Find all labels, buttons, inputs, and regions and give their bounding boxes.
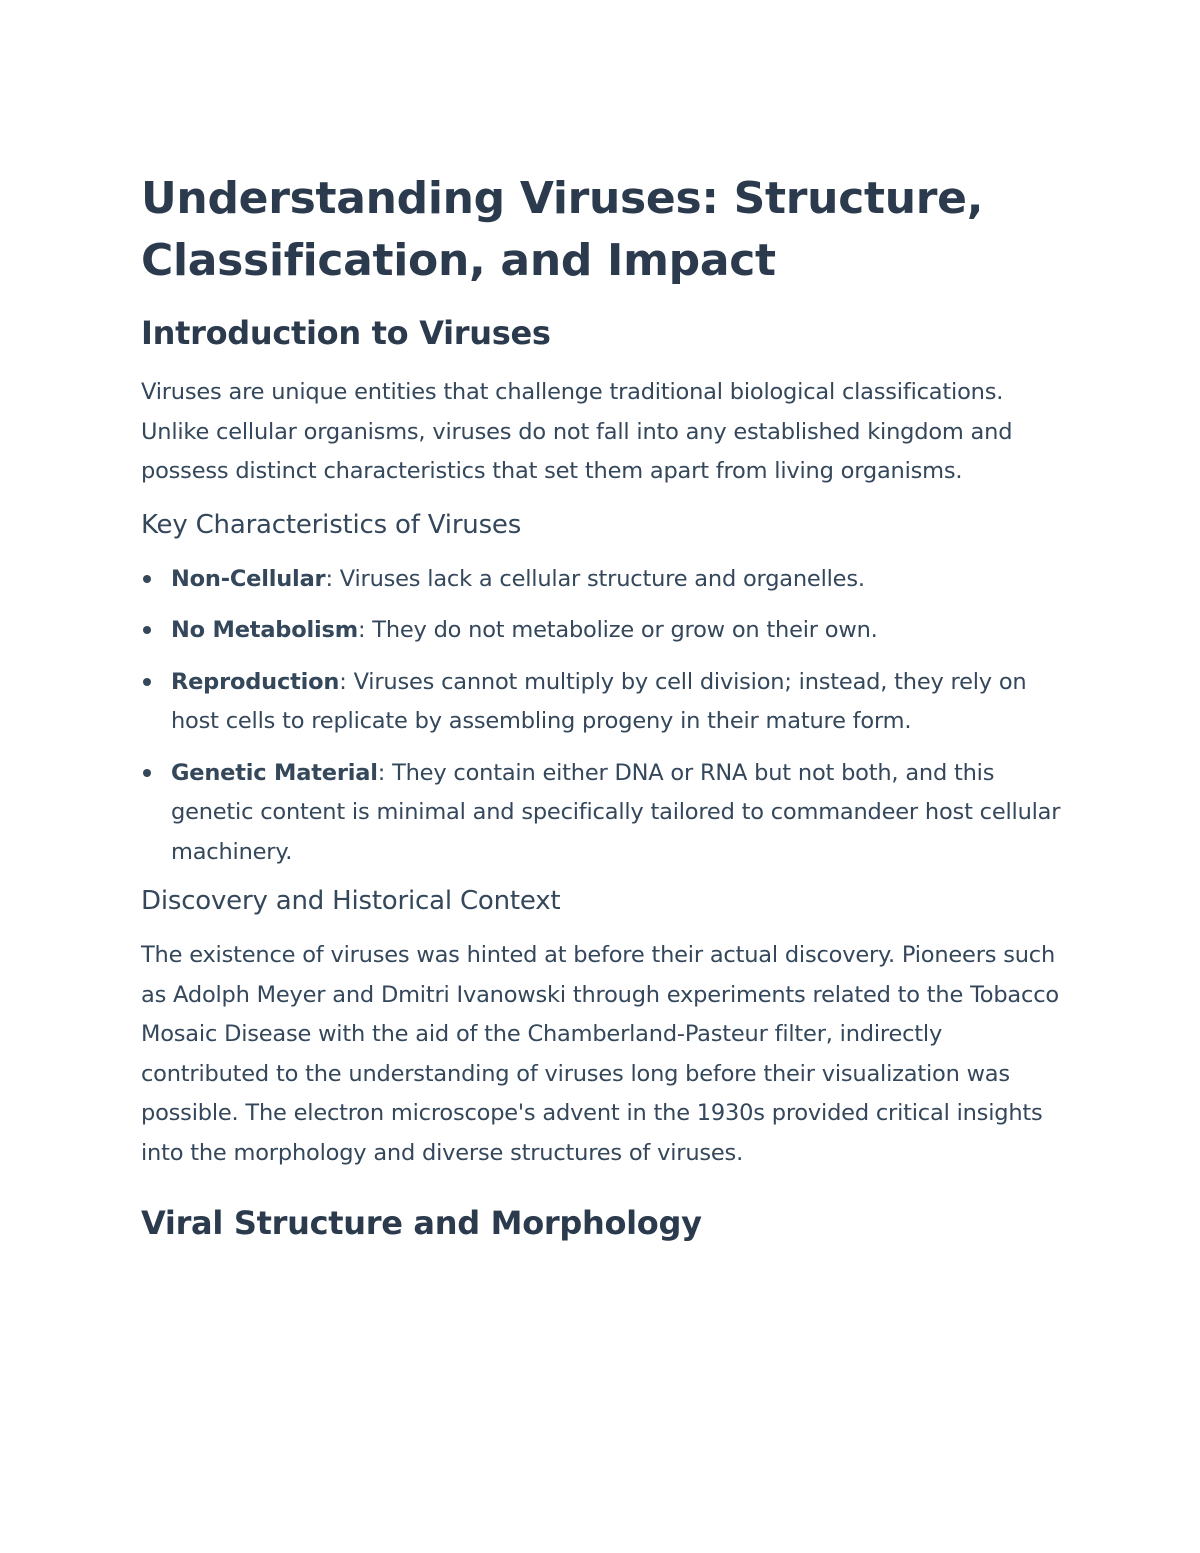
list-item-term: Genetic Material: [171, 759, 378, 786]
bullet-icon: [143, 575, 151, 583]
document-page: [141, 168, 1066, 1243]
list-item-text: : They do not metabolize or grow on their own.: [357, 617, 878, 643]
list-item-text: : Viruses cannot multiply by cell division; instead, they rely on host cells to replicate by assembling progeny in their mature form.: [171, 668, 1027, 734]
key-characteristics-list: [141, 560, 1066, 873]
list-item-term: Reproduction: [171, 668, 340, 695]
list-item: [141, 560, 1066, 600]
section-heading-viral-structure: Viral Structure and Morphology: [141, 1204, 702, 1242]
list-item: [141, 663, 1066, 742]
document-title: Understanding Viruses: Structure, Classification, and Impact: [141, 173, 984, 286]
section-heading-introduction: Introduction to Viruses: [141, 314, 551, 352]
list-item: [141, 754, 1066, 873]
bullet-icon: [143, 769, 151, 777]
subsection-heading-key-characteristics: Key Characteristics of Viruses: [141, 509, 522, 540]
list-item-term: Non-Cellular: [171, 565, 326, 592]
list-item: [141, 611, 1066, 651]
list-item-text: : They contain either DNA or RNA but not both, and this genetic content is minimal and specifically tailored to commandeer host cellular machinery.: [171, 759, 1061, 865]
bullet-icon: [143, 678, 151, 686]
list-item-term: No Metabolism: [171, 617, 358, 643]
discovery-paragraph: The existence of viruses was hinted at before their actual discovery. Pioneers such as Adolph Meyer and Dmitri Ivanowski through experiments related to the Tobacco Mosaic Disease with the aid of the Chamberland-Pasteur filter, indirectly contributed to the understanding of viruses long before their visualization was possible. The electron microscope's advent in the 1930s provided critical insights into the morphology and diverse structures of viruses.: [141, 942, 1059, 1166]
subsection-heading-discovery: Discovery and Historical Context: [141, 886, 561, 916]
bullet-icon: [143, 626, 151, 634]
introduction-paragraph: Viruses are unique entities that challenge traditional biological classifications. Unlike cellular organisms, viruses do not fall into any established kingdom and possess distinct characteristics that set them apart from living organisms.: [141, 379, 1013, 484]
list-item-text: : Viruses lack a cellular structure and organelles.: [325, 565, 865, 592]
